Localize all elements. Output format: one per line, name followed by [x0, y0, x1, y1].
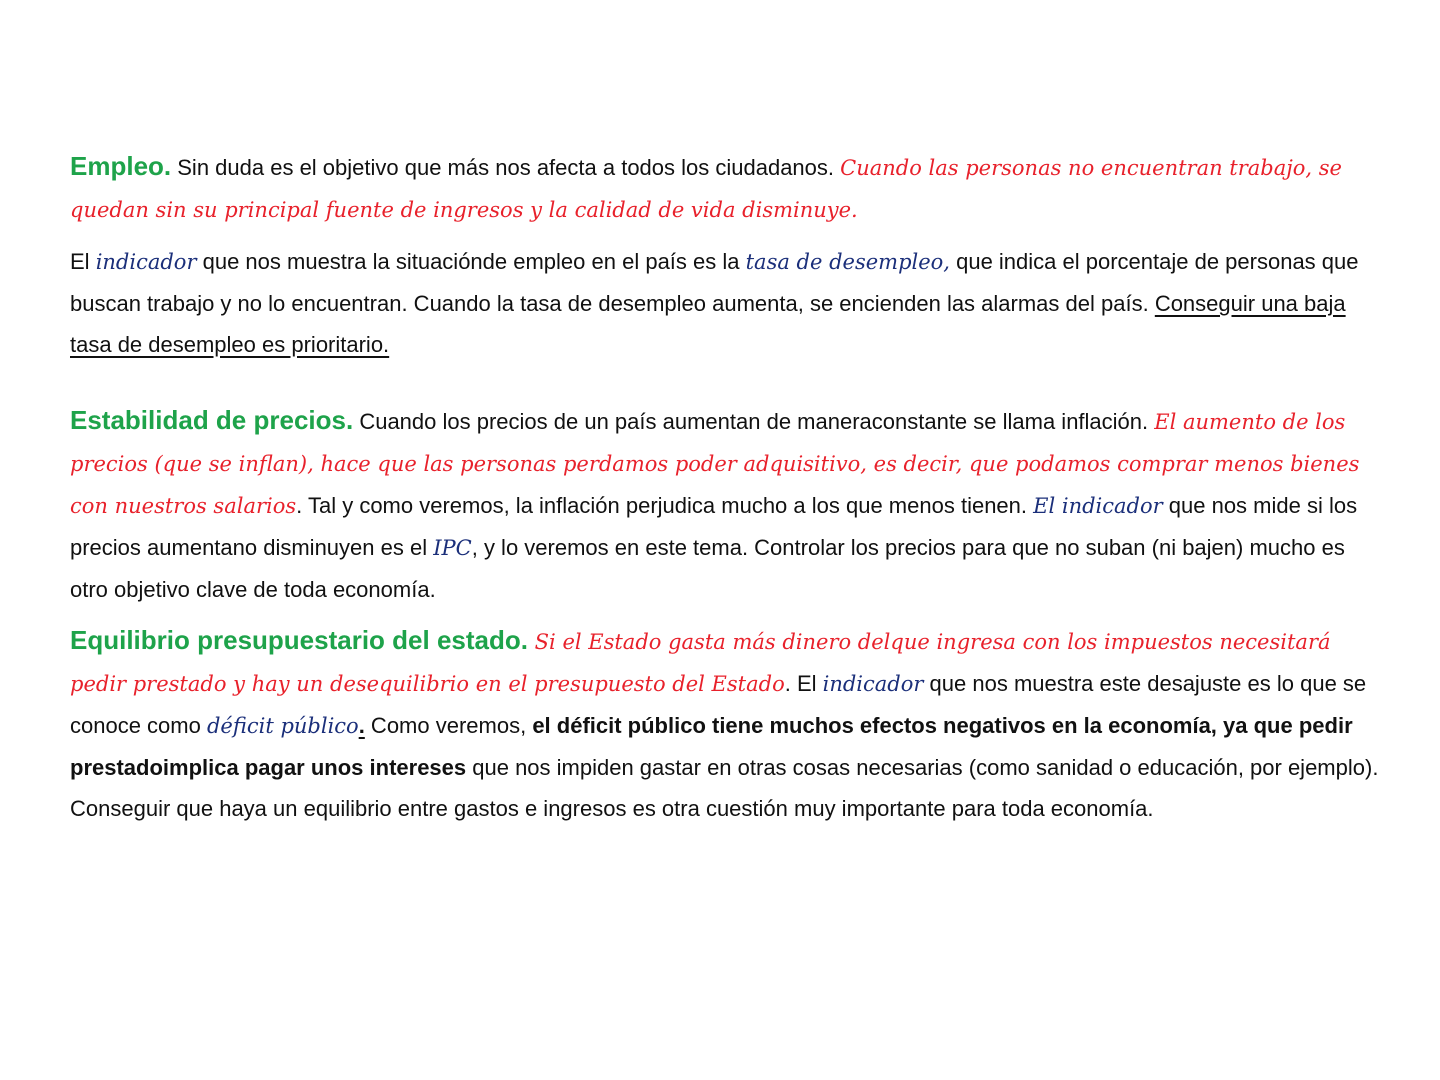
indicador-text-2: que nos muestra la situaciónde empleo en el país es la — [196, 249, 746, 274]
precios-text-1: Cuando los precios de un país aumentan de maneraconstante se llama inflación. — [353, 409, 1155, 434]
indicador-text-3: que indica el porcentaje de personas que buscan trabajo y no lo encuentran. Cuando la tasa de desempleo aumenta, se encienden las alarmas del país. — [70, 249, 1359, 316]
presupuesto-handwritten-note: Si el Estado gasta más dinero delque ingresa con los impuestos necesitará pedir prestado y hay un desequilibrio en el presupuesto del Estado — [70, 630, 1331, 696]
precios-indicador-term: El indicador — [1033, 494, 1163, 518]
deficit-publico-term: déficit público — [206, 714, 359, 738]
presupuesto-bold-statement: el déficit público tiene muchos efectos negativos en la economía, ya que pedir prestadoimplica pagar unos intereses — [70, 713, 1353, 780]
paragraph-presupuesto — [70, 620, 1380, 829]
presupuesto-text-4: que nos impiden gastar en otras cosas necesarias (como sanidad o educación, por ejemplo). Conseguir que haya un equilibrio entre gastos e ingresos es otra cuestión muy importante para toda economía. — [70, 755, 1379, 821]
paragraph-precios — [70, 400, 1380, 610]
heading-empleo: Empleo. — [70, 151, 172, 181]
paragraph-empleo — [70, 146, 1380, 231]
empleo-text: Sin duda es el objetivo que más nos afecta a todos los ciudadanos. — [171, 155, 841, 180]
presupuesto-text-1: . El — [784, 671, 823, 696]
precios-text-2: . Tal y como veremos, la inflación perjudica mucho a los que menos tienen. — [296, 493, 1034, 518]
heading-precios: Estabilidad de precios. — [70, 405, 354, 435]
document-page — [70, 146, 1380, 829]
ipc-term: IPC — [433, 536, 472, 560]
precios-text-3: que nos mide si los precios aumentano disminuyen es el — [70, 493, 1358, 560]
tasa-desempleo-term: tasa de desempleo, — [745, 250, 950, 274]
deficit-dot: . — [358, 713, 365, 738]
underlined-conclusion: Conseguir una baja tasa de desempleo es prioritario. — [70, 291, 1346, 357]
heading-presupuesto: Equilibrio presupuestario del estado. — [70, 625, 528, 655]
indicador-text-1: El — [70, 249, 96, 274]
presupuesto-text-2: que nos muestra este desajuste es lo que se conoce como — [70, 671, 1367, 738]
presupuesto-text-3: Como veremos, — [364, 713, 533, 738]
empleo-handwritten-note: Cuando las personas no encuentran trabajo, se quedan sin su principal fuente de ingresos y la calidad de vida disminuye. — [70, 156, 1342, 222]
indicador-term: indicador — [95, 250, 197, 274]
presupuesto-indicador-term: indicador — [822, 672, 924, 696]
precios-text-4: , y lo veremos en este tema. Controlar los precios para que no suban (ni bajen) mucho es otro objetivo clave de toda economía. — [70, 535, 1345, 602]
paragraph-empleo-indicador — [70, 241, 1380, 365]
precios-handwritten-note: El aumento de los precios (que se inflan), hace que las personas perdamos poder adquisitivo, es decir, que podamos comprar menos bienes con nuestros salarios — [70, 410, 1360, 518]
